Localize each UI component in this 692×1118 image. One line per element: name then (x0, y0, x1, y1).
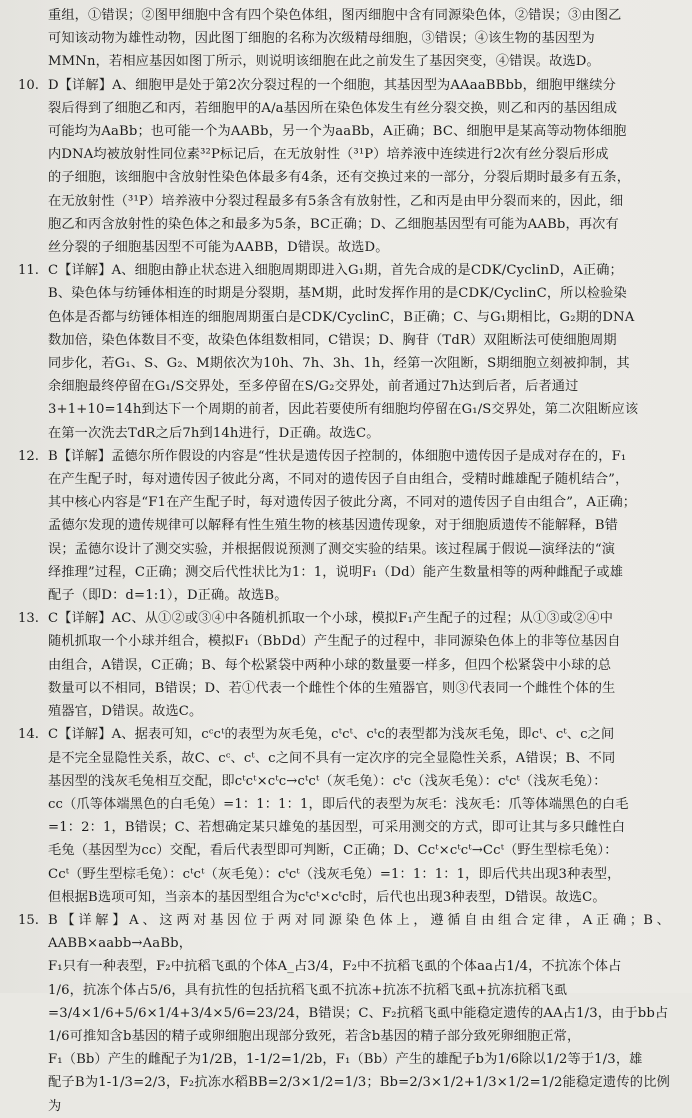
text-line: 误；孟德尔设计了测交实验，并根据假说预测了测交实验的结果。该过程属于假说—演绎法的“演 (48, 541, 616, 557)
text-line: 在产生配子时，每对遗传因子彼此分离，不同对的遗传因子自由组合，受精时雌雄配子随机结合”， (48, 472, 629, 488)
text-line: 可能均为AaBb；也可能一个为AABb，另一个为aaBb，A正确；BC、细胞甲是某高等动物体细胞 (48, 124, 627, 140)
text-line: 内DNA均被放射性同位素³²P标记后，在无放射性（³¹P）培养液中连续进行2次有丝分裂后形成 (48, 147, 609, 163)
text-line: 1/6，抗冻个体占5/6，具有抗性的包括抗稻飞虱不抗冻+抗冻不抗稻飞虱+抗冻抗稻飞虱 (48, 982, 568, 998)
question-number: 13. (18, 611, 39, 627)
text-line: =3/4×1/6+5/6×1/4+3/4×5/6=23/24，B错误；C、F₂抗稻飞虱中能稳定遗传的AA占1/3，由于bb占 (48, 1005, 669, 1021)
text-line: 在第一次洗去TdR之后7h到14h进行，D正确。故选C。 (48, 425, 380, 441)
text-line: 胞乙和丙含放射性的染色体之和最多为5条，BC正确；D、乙细胞基因型有可能为AABb，再次有 (48, 216, 619, 232)
answer-item-14 (18, 723, 670, 909)
text-line: 由组合，A错误，C正确；B、每个松紧袋中两种小球的数量要一样多，但四个松紧袋中小球的总 (48, 657, 612, 673)
text-line: 同步化，若G₁、S、G₂、M期依次为10h、7h、3h、1h，经第一次阻断，S期细胞立刻被抑制，其 (48, 356, 630, 372)
text-line: D【详解】A、细胞甲是处于第2次分裂过程的一个细胞，其基因型为AAaaBBbb，细胞甲继续分 (48, 77, 616, 93)
text-line: 随机抓取一个小球并组合，模拟F₁（BbDd）产生配子的过程中，非同源染色体上的非等位基因自 (48, 634, 621, 650)
answer-body (48, 909, 670, 1118)
text-line: 孟德尔发现的遗传规律可以解释有性生殖生物的核基因遗传现象，对于细胞质遗传不能解释，B错 (48, 518, 619, 534)
text-line: B、染色体与纺锤体相连的时期是分裂期，基M期，此时发挥作用的是CDK/CyclinC，所以检验染 (48, 286, 627, 302)
question-number: 12. (18, 448, 39, 464)
text-line: 数量可以不相同，B错误；D、若①代表一个雌性个体的生殖器官，则③代表同一个雌性个体的生 (48, 680, 616, 696)
text-line: 1/6可推知含b基因的精子或卵细胞出现部分致死，若含b基因的精子部分致死卵细胞正常， (48, 1028, 581, 1044)
answer-body (48, 607, 670, 723)
answer-body (48, 259, 670, 445)
text-line: 的子细胞，该细胞中含放射性染色体最多有4条，还有交换过来的一部分，分裂后期时最多有五条， (48, 170, 631, 186)
answer-item-13 (18, 607, 670, 723)
text-line: F₁只有一种表型，F₂中抗稻飞虱的个体A_占3/4，F₂中不抗稻飞虱的个体aa占1/4，不抗冻个体占 (48, 959, 622, 975)
continuation-block (18, 4, 670, 74)
text-line: Ccᵗ（野生型棕毛兔）：cᵗcᵗ（灰毛兔）：cᵗcᵗ（浅灰毛兔）=1：1：1：1，即后代共出现3种表型， (48, 866, 621, 882)
text-line: 配子B为1-1/3=2/3，F₂抗冻水稻BB=2/3×1/2=1/3；Bb=2/3×1/2+1/3×1/2=1/2能稳定遗传的比例为 (48, 1075, 670, 1114)
text-line: 毛兔（基因型为cc）交配，看后代表型即可判断，C正确；D、Ccᵗ×cᵗcᵗ→Ccᵗ（野生型棕毛兔）： (48, 843, 618, 859)
text-line: 是不完全显隐性关系，故C、cᶜ、cᵗ、c之间不具有一定次序的完全显隐性关系，A错误；B、不同 (48, 750, 616, 766)
text-line: cc（爪等体端黑色的白毛兔）=1：1：1：1，即后代的表型为灰毛：浅灰毛：爪等体端黑色的白毛 (48, 796, 629, 812)
text-line: 丝分裂的子细胞基因型不可能为AABB，D错误。故选D。 (48, 240, 389, 256)
text-line: MMNn，若相应基因如图丁所示，则说明该细胞在此之前发生了基因突变，④错误。故选D。 (48, 54, 600, 70)
text-line: 配子（即D：d=1:1），D正确。故选B。 (48, 588, 288, 604)
answer-body (48, 723, 670, 909)
text-line: 裂后得到了细胞乙和丙，若细胞甲的A/a基因所在染色体发生有丝分裂交换，则乙和丙的基因组成 (48, 100, 618, 116)
answer-list (18, 74, 670, 1118)
answer-item-10 (18, 74, 670, 260)
question-number: 10. (18, 77, 39, 93)
text-line: C【详解】AC、从①②或③④中各随机抓取一个小球，模拟F₁产生配子的过程；从①③或②④中 (48, 611, 614, 627)
text-line: 基因型的浅灰毛兔相互交配，即cᵗcᵗ×cᵗc→cᵗcᵗ（灰毛兔）：cᵗc（浅灰毛兔）：cᵗcᵗ（浅灰毛兔）： (48, 773, 607, 789)
question-number: 15. (18, 912, 39, 928)
text-line: 在无放射性（³¹P）培养液中分裂过程最多有5条含有放射性，乙和丙是由甲分裂而来的，因此，细 (48, 193, 624, 209)
text-line: B【详解】孟德尔所作假设的内容是“性状是遗传因子控制的，体细胞中遗传因子是成对存在的，F₁ (48, 448, 627, 464)
text-line: 色体是否都与纺锤体相连的细胞周期蛋白是CDK/CyclinC，B正确；C、与G₁期相比，G₂期的DNA (48, 309, 635, 325)
text-line: F₁（Bb）产生的雌配子为1/2B，1-1/2=1/2b，F₁（Bb）产生的雄配子b为1/6除以1/2等于1/3，雄 (48, 1052, 643, 1068)
answer-item-12 (18, 445, 670, 607)
text-line: 重组，①错误；②图甲细胞中含有四个染色体组，图丙细胞中含有同源染色体，②错误；③由图乙 (48, 8, 622, 23)
question-number: 11. (18, 263, 39, 279)
question-number: 14. (18, 727, 39, 743)
text-line: 可知该动物为雄性动物，因此图丁细胞的名称为次级精母细胞，③错误；④该生物的基因型为 (48, 31, 595, 47)
text-line: 数加倍，染色体数目不变，故染色体组数相同，C错误；D、胸苷（TdR）双阻断法可使细胞周期 (48, 332, 617, 348)
text-line: =1：2：1，B错误；C、若想确定某只雄兔的基因型，可采用测交的方式，即可让其与多只雌性白 (48, 820, 626, 836)
text-line: 殖器官，D错误。故选C。 (48, 704, 203, 720)
text-line: 绎推理”过程，C正确；测交后代性状比为1：1，说明F₁（Dd）能产生数量相等的两种雌配子或雄 (48, 564, 624, 580)
answer-item-11 (18, 259, 670, 445)
text-line: 3+1+10=14h到达下一个周期的前者，因此若要使所有细胞均停留在G₁/S交界处，第二次阻断应该 (48, 402, 639, 418)
text-line: C【详解】A、细胞由静止状态进入细胞周期即进入G₁期，首先合成的是CDK/CyclinD，A正确； (48, 263, 623, 279)
text-line: B【详解】A、这两对基因位于两对同源染色体上，遵循自由组合定律，A正确；B、AABB×aabb→AaBb， (48, 912, 670, 952)
text-line: 其中核心内容是“F1在产生配子时，每对遗传因子彼此分离，不同对的遗传因子自由组合”，A正确； (48, 495, 637, 511)
answer-body (48, 74, 670, 260)
text-line: 但根据B选项可知，当亲本的基因型组合为cᵗcᵗ×cᵗc时，后代也出现3种表型，D错误。故选C。 (48, 889, 606, 905)
answer-item-15 (18, 909, 670, 1118)
text-line: C【详解】A、据表可知，cᶜcᵗ的表型为灰毛兔，cᵗcᵗ、cᵗc的表型都为浅灰毛兔，即cᵗ、cᵗ、c之间 (48, 727, 615, 743)
text-line: 余细胞最终停留在G₁/S交界处，至多停留在S/G₂交界处，前者通过7h达到后者，后者通过 (48, 379, 579, 395)
answer-body (48, 445, 670, 607)
